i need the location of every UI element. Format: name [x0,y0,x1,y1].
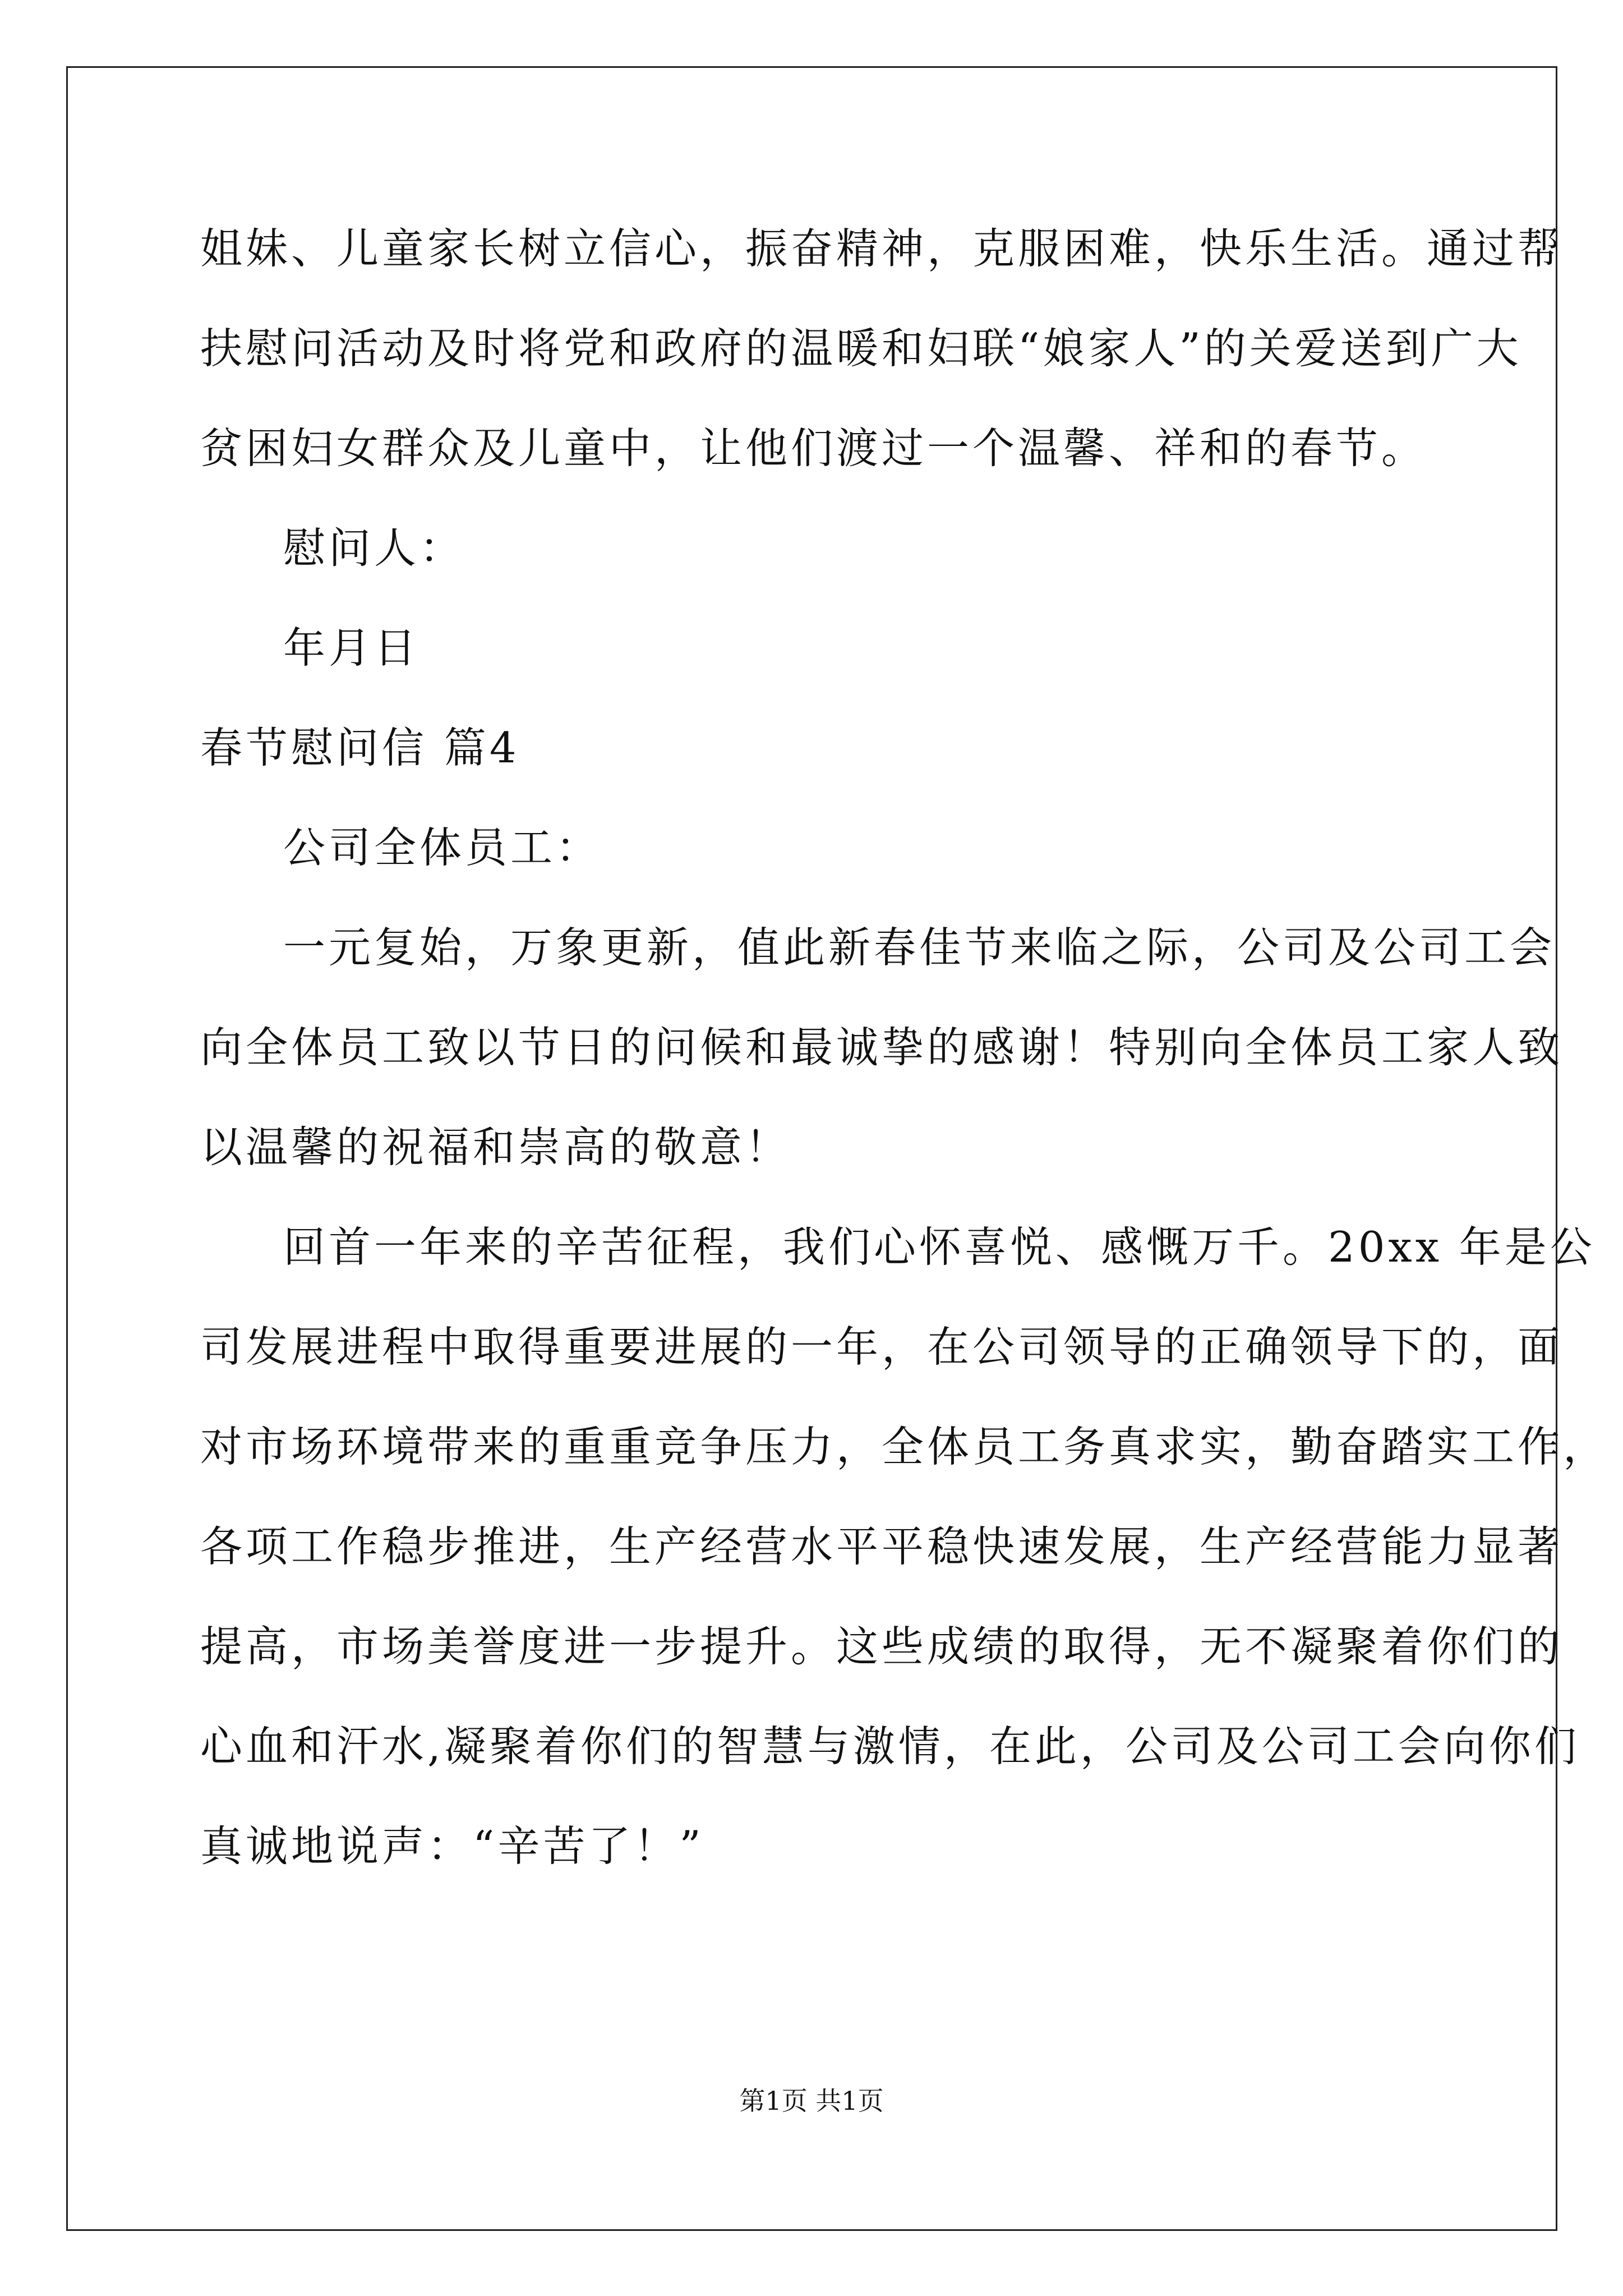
body-line-3: 贫困妇女群众及儿童中，让他们渡过一个温馨、祥和的春节。 [200,424,1427,473]
paragraph-1-line-3: 以温馨的祝福和崇高的敬意！ [200,1122,791,1172]
paragraph-2-line-7: 真诚地说声：“辛苦了！” [200,1821,704,1871]
body-line-1: 姐妹、儿童家长树立信心，振奋精神，克服困难，快乐生活。通过帮 [200,224,1564,273]
paragraph-2-line-6: 心血和汗水,凝聚着你们的智慧与激情，在此，公司及公司工会向你们 [200,1722,1580,1771]
paragraph-1-line-1: 一元复始，万象更新，值此新春佳节来临之际，公司及公司工会 [283,923,1556,972]
body-line-2: 扶慰问活动及时将党和政府的温暖和妇联“娘家人”的关爱送到广大 [200,324,1522,373]
paragraph-2-line-1: 回首一年来的辛苦征程，我们心怀喜悦、感慨万千。20xx 年是公 [283,1222,1596,1272]
section-heading: 春节慰问信 篇4 [200,723,520,772]
paragraph-2-line-2: 司发展进程中取得重要进展的一年，在公司领导的正确领导下的，面 [200,1322,1564,1372]
page-footer: 第1页 共1页 [739,2086,884,2116]
paragraph-2-line-3: 对市场环境带来的重重竞争压力，全体员工务真求实，勤奋踏实工作， [200,1422,1609,1471]
paragraph-1-line-2: 向全体员工致以节日的问候和最诚挚的感谢！特别向全体员工家人致 [200,1023,1564,1072]
signature-label: 慰问人： [283,523,465,573]
salutation: 公司全体员工： [283,823,602,872]
paragraph-2-line-5: 提高，市场美誉度进一步提升。这些成绩的取得，无不凝聚着你们的 [200,1622,1564,1671]
paragraph-2-line-4: 各项工作稳步推进，生产经营水平平稳快速发展，生产经营能力显著 [200,1522,1564,1571]
date-line: 年月日 [283,623,420,673]
